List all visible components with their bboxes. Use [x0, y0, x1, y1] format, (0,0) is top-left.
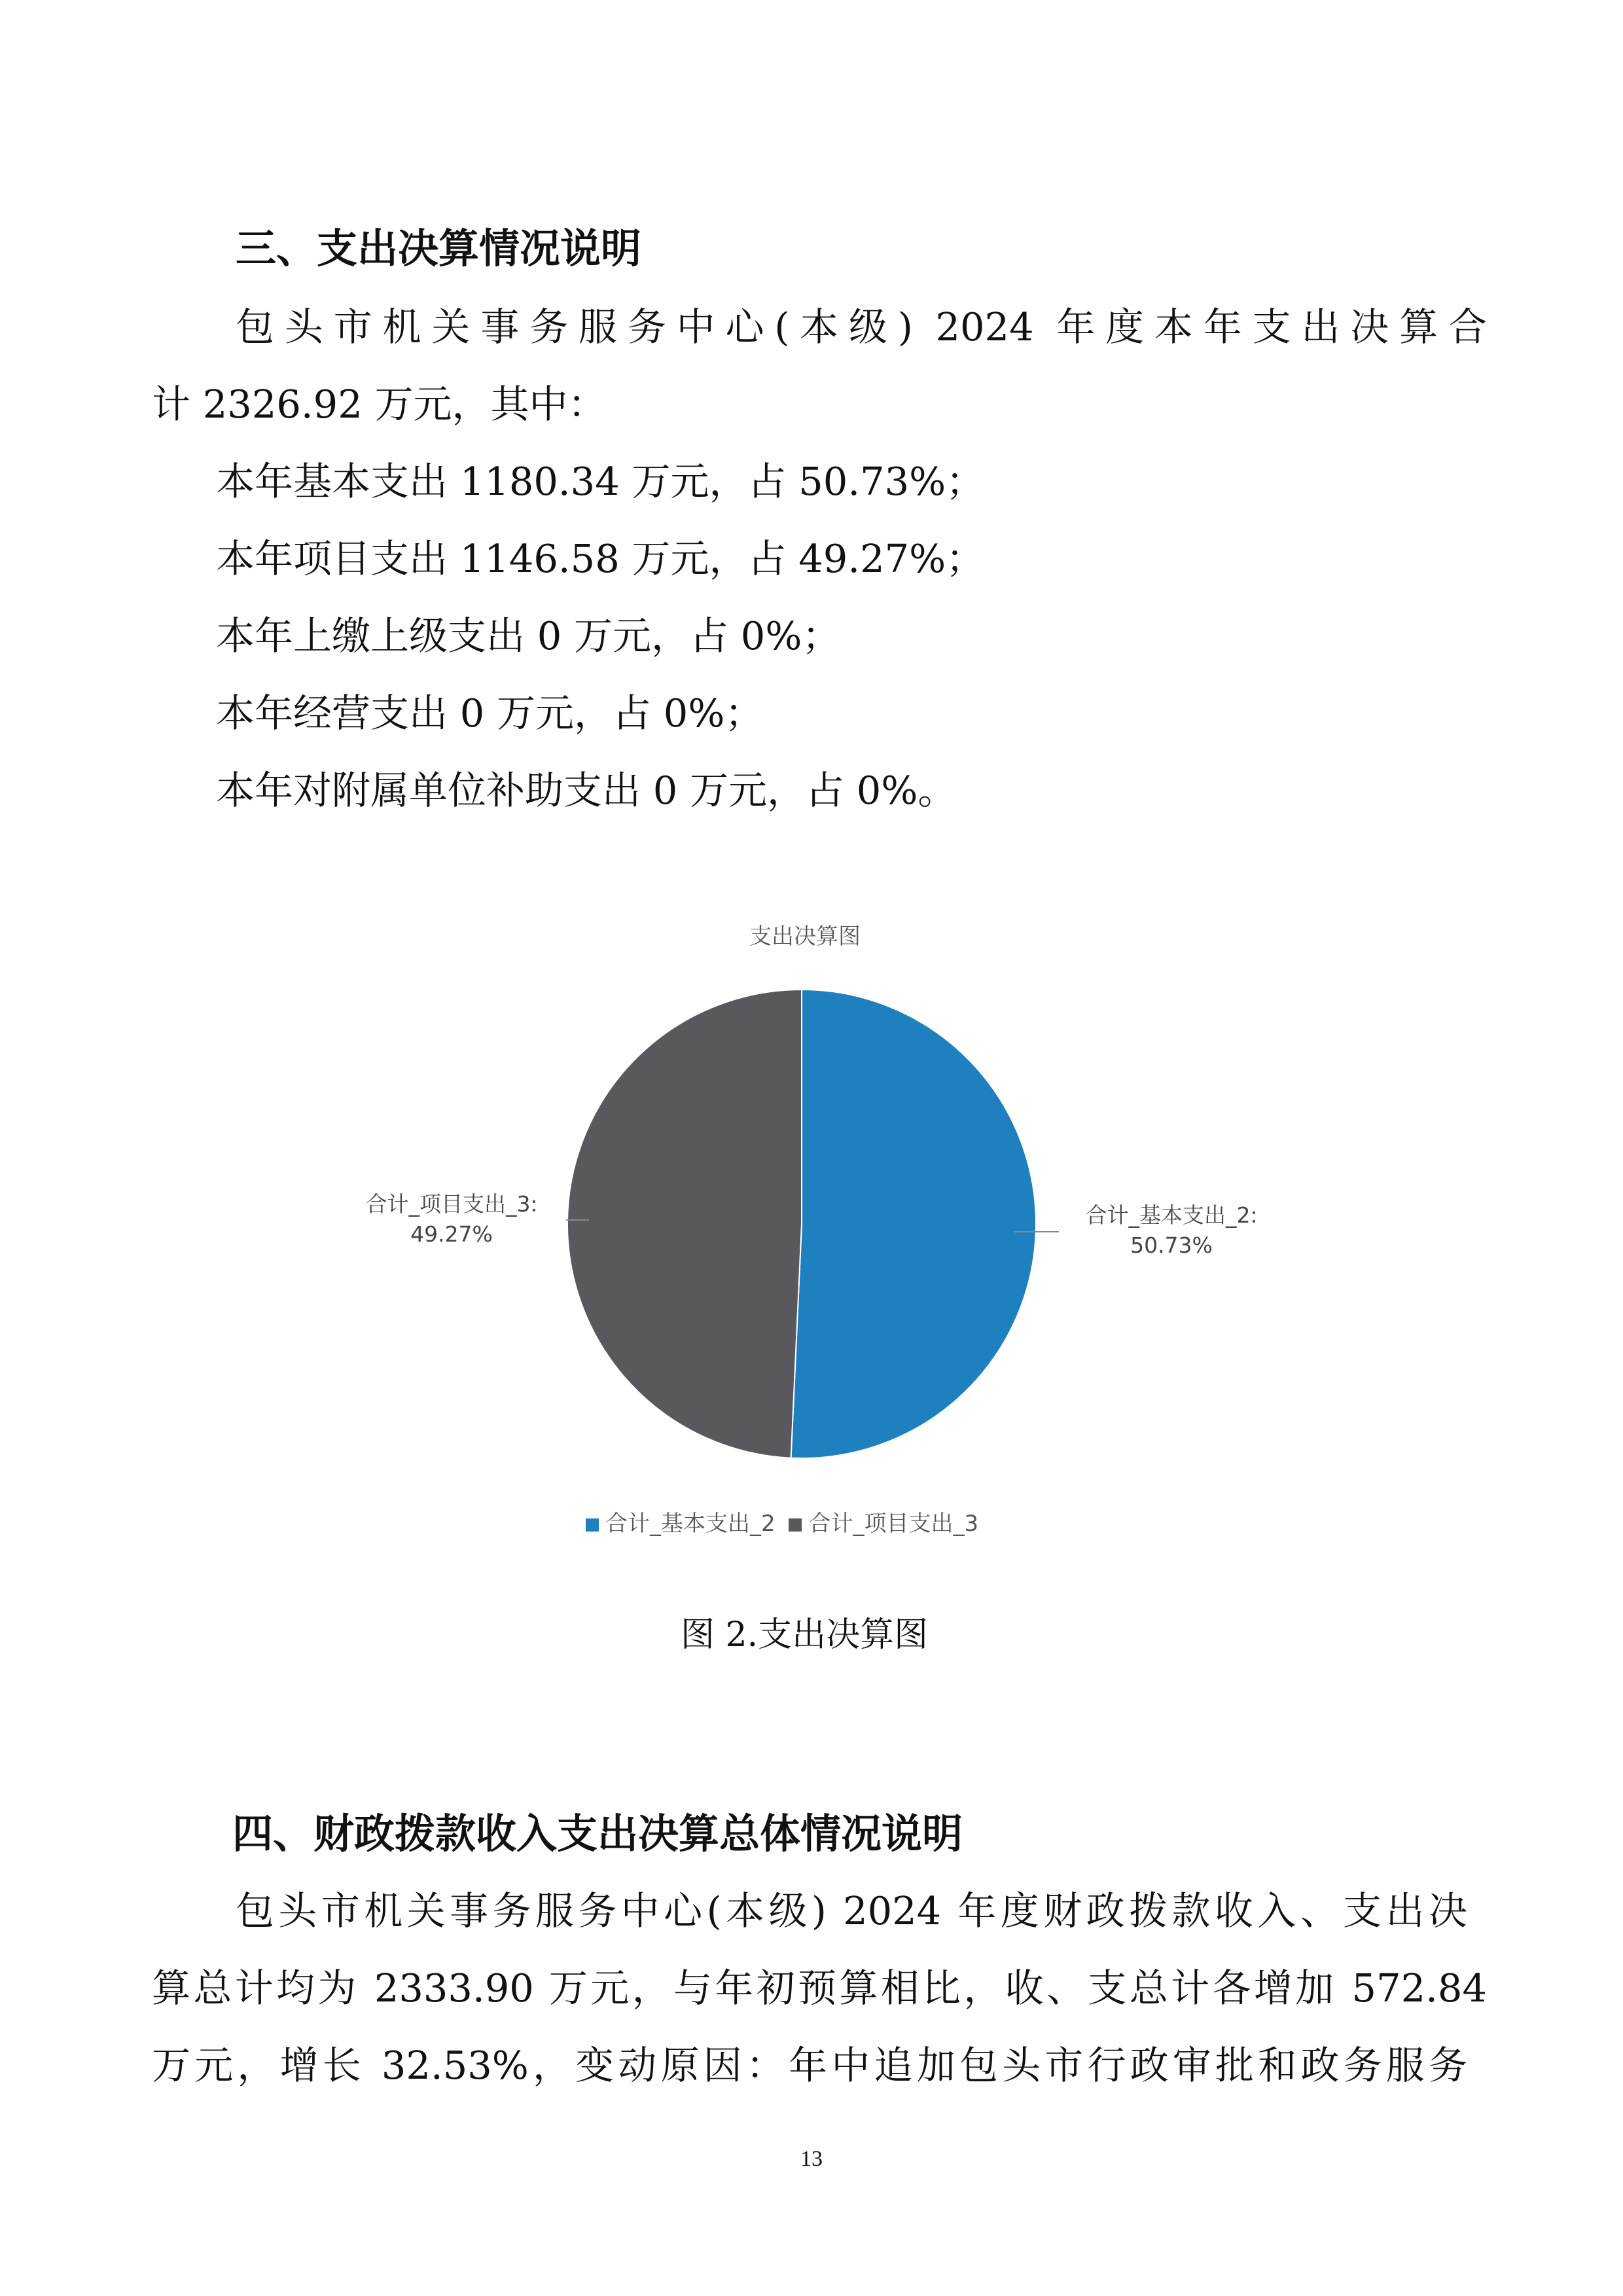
section4-line1: 包头市机关事务服务中心(本级) 2024 年度财政拨款收入、支出决 [236, 1888, 1467, 1933]
section4-heading: 四、财政拨款收入支出决算总体情况说明 [232, 1810, 963, 1857]
page-number: 13 [800, 2147, 823, 2171]
pie-label-project [327, 1189, 576, 1249]
section3-item-project: 本年项目支出 1146.58 万元，占 49.27%； [216, 536, 985, 581]
legend-swatch-basic [586, 1518, 599, 1532]
pie-slice-basic [791, 990, 1036, 1458]
chart-legend [586, 1505, 978, 1537]
legend-label-basic: 合计_基本支出_2 [605, 1511, 776, 1537]
section4-line2: 算总计均为 2333.90 万元，与年初预算相比，收、支总计各增加 572.84 [152, 1965, 1487, 2011]
section3-item-subsidy: 本年对附属单位补助支出 0 万元，占 0%。 [216, 768, 957, 813]
section3-item-operating: 本年经营支出 0 万元，占 0%； [216, 691, 764, 736]
pie-label-project-name: 合计_项目支出_3: [365, 1191, 538, 1217]
chart-title: 支出决算图 [749, 924, 861, 950]
section3-item-remit: 本年上缴上级支出 0 万元，占 0%； [216, 613, 841, 658]
pie-slice-project [567, 990, 802, 1458]
pie-chart [510, 969, 1099, 1486]
section3-item-basic: 本年基本支出 1180.34 万元，占 50.73%； [216, 459, 985, 504]
legend-item-project [789, 1511, 978, 1537]
pie-label-basic-value: 50.73% [1130, 1232, 1213, 1258]
section3-intro-line1: 包头市机关事务服务中心(本级) 2024 年度本年支出决算合 [236, 304, 1487, 350]
section4-line3: 万元，增长 32.53%，变动原因：年中追加包头市行政审批和政务服务 [152, 2043, 1467, 2088]
legend-label-project: 合计_项目支出_3 [808, 1511, 979, 1537]
section3-intro-line2: 计 2326.92 万元，其中： [152, 382, 607, 427]
pie-label-project-value: 49.27% [410, 1221, 493, 1247]
pie-label-basic-name: 合计_基本支出_2: [1085, 1202, 1258, 1228]
pie-label-basic [1047, 1200, 1296, 1261]
section3-heading: 三、支出决算情况说明 [236, 224, 642, 272]
legend-item-basic [586, 1511, 776, 1537]
legend-swatch-project [789, 1518, 802, 1532]
figure-caption: 图 2.支出决算图 [681, 1615, 929, 1655]
